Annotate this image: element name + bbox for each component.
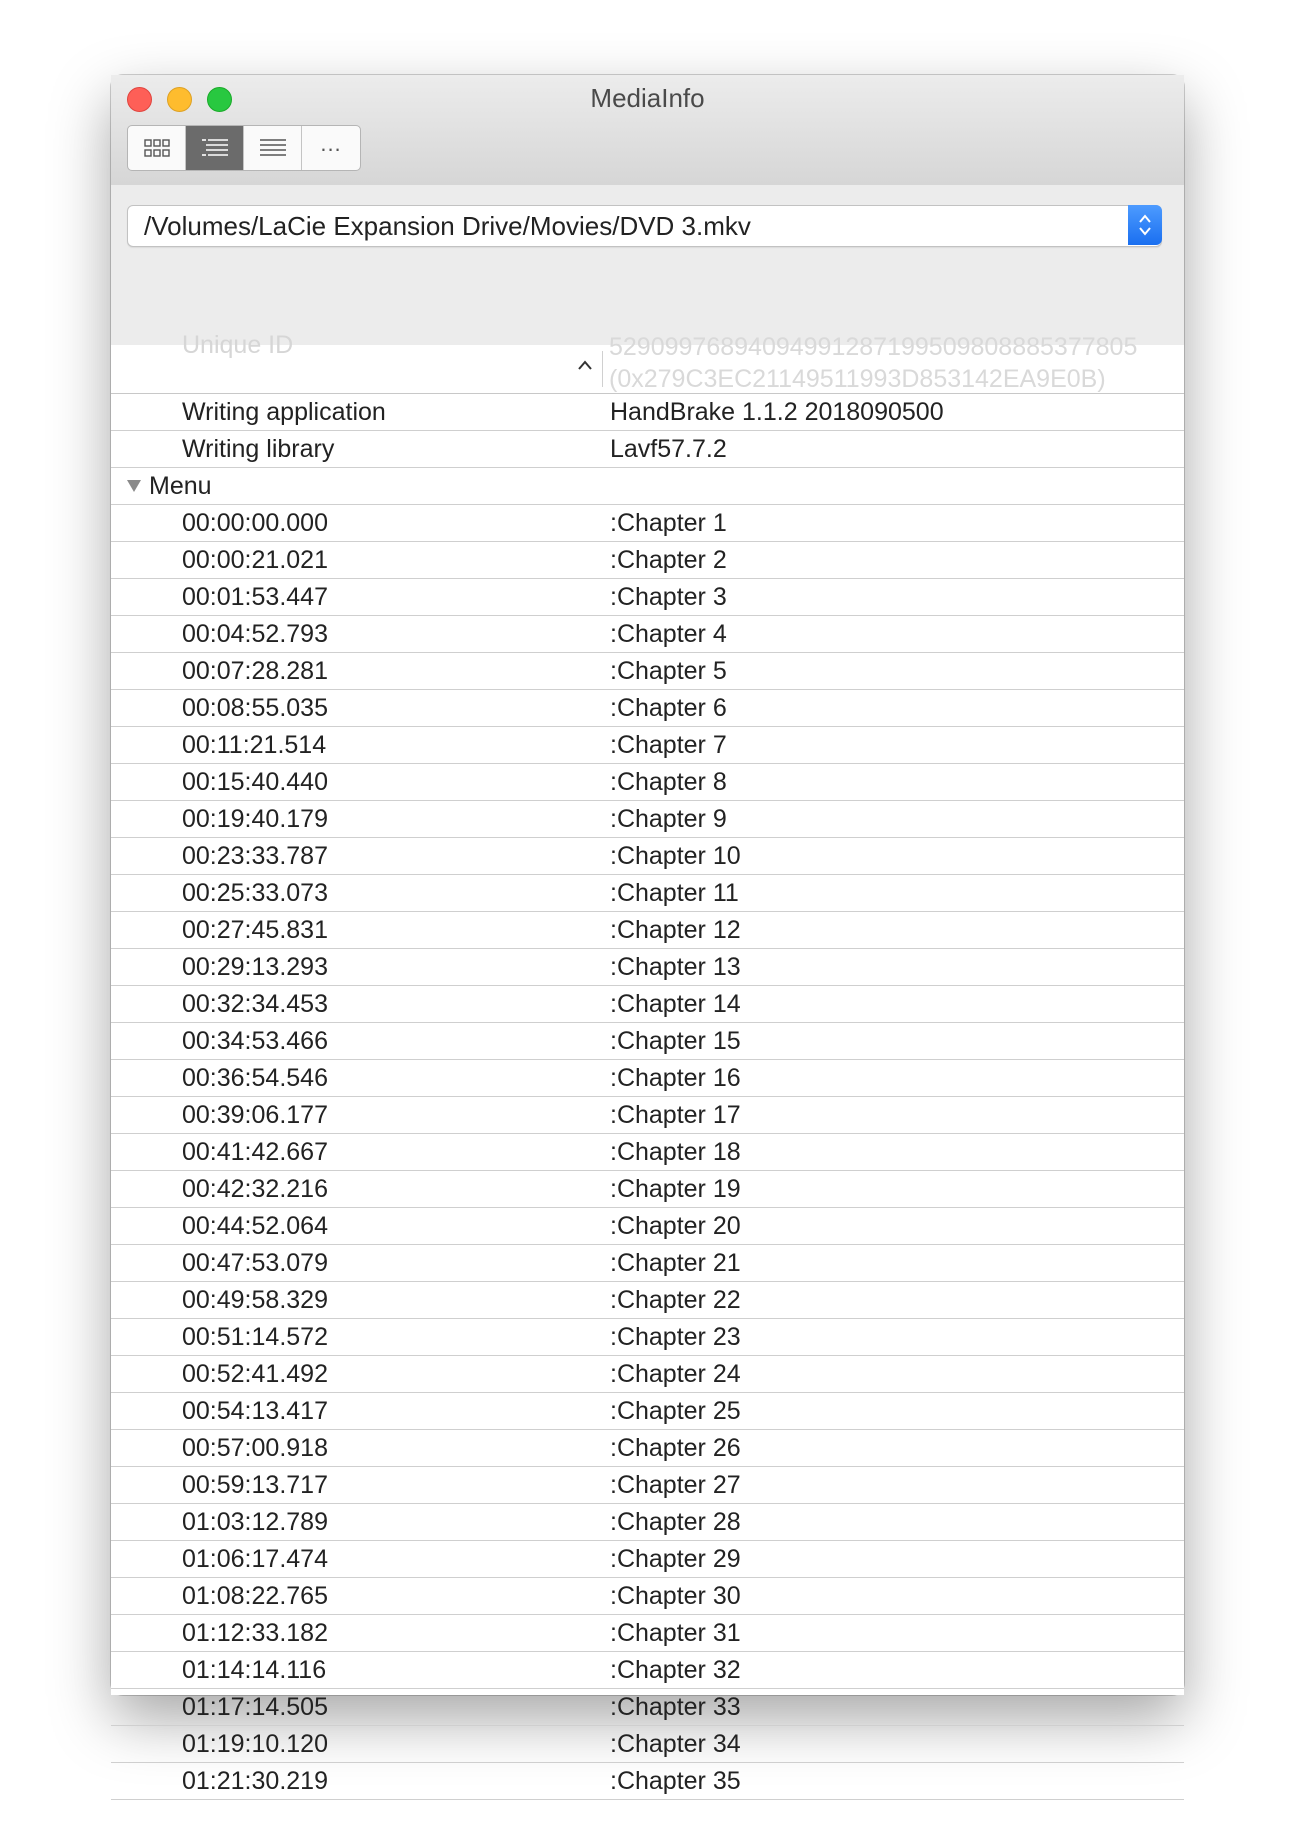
row-key: 00:57:00.918 [182, 1434, 328, 1462]
table-row[interactable] [111, 1245, 1184, 1282]
column-divider[interactable] [602, 351, 603, 387]
table-row[interactable] [111, 1319, 1184, 1356]
menu-section-row[interactable] [111, 468, 1184, 505]
table-row[interactable] [111, 1652, 1184, 1689]
table-row[interactable] [111, 1393, 1184, 1430]
row-value: :Chapter 7 [610, 731, 727, 759]
row-key: 00:00:21.021 [182, 546, 328, 574]
row-key: 00:19:40.179 [182, 805, 328, 833]
row-key: 00:59:13.717 [182, 1471, 328, 1499]
row-key: 01:21:30.219 [182, 1767, 328, 1795]
table-row[interactable] [111, 801, 1184, 838]
row-key: 00:36:54.546 [182, 1064, 328, 1092]
row-value: :Chapter 4 [610, 620, 727, 648]
row-value: :Chapter 24 [610, 1360, 741, 1388]
row-value: :Chapter 29 [610, 1545, 741, 1573]
table-row[interactable] [111, 1208, 1184, 1245]
table-row[interactable] [111, 949, 1184, 986]
row-value: :Chapter 21 [610, 1249, 741, 1277]
title-bar [111, 75, 1184, 186]
row-value: Lavf57.7.2 [610, 435, 727, 463]
table-row[interactable] [111, 1467, 1184, 1504]
info-tree-table[interactable] [111, 331, 1184, 1795]
row-key: 00:15:40.440 [182, 768, 328, 796]
row-key: 00:42:32.216 [182, 1175, 328, 1203]
table-row[interactable] [111, 431, 1184, 468]
row-value: :Chapter 6 [610, 694, 727, 722]
more-views-button[interactable] [302, 126, 360, 170]
row-value [609, 331, 1137, 395]
table-row[interactable] [111, 1541, 1184, 1578]
table-row[interactable] [111, 1615, 1184, 1652]
table-row[interactable] [111, 875, 1184, 912]
row-value: :Chapter 25 [610, 1397, 741, 1425]
file-path-value: /Volumes/LaCie Expansion Drive/Movies/DVD 3.mkv [144, 211, 751, 241]
table-row[interactable] [111, 727, 1184, 764]
tree-view-button[interactable] [186, 126, 244, 170]
table-row[interactable] [111, 1763, 1184, 1800]
table-row[interactable] [111, 1097, 1184, 1134]
row-key: 00:41:42.667 [182, 1138, 328, 1166]
row-value: :Chapter 12 [610, 916, 741, 944]
row-key: 01:17:14.505 [182, 1693, 328, 1721]
row-value: :Chapter 9 [610, 805, 727, 833]
row-value: :Chapter 28 [610, 1508, 741, 1536]
row-value: :Chapter 16 [610, 1064, 741, 1092]
section-label: Menu [149, 472, 212, 500]
row-value: :Chapter 32 [610, 1656, 741, 1684]
row-key: Writing application [182, 398, 386, 426]
row-key: 00:25:33.073 [182, 879, 328, 907]
row-key: 00:39:06.177 [182, 1101, 328, 1129]
row-key: 01:03:12.789 [182, 1508, 328, 1536]
row-value: :Chapter 1 [610, 509, 727, 537]
table-row[interactable] [111, 1504, 1184, 1541]
row-key: 01:06:17.474 [182, 1545, 328, 1573]
table-row[interactable] [111, 394, 1184, 431]
row-value: :Chapter 15 [610, 1027, 741, 1055]
row-value: :Chapter 31 [610, 1619, 741, 1647]
row-key: 00:51:14.572 [182, 1323, 328, 1351]
row-value: :Chapter 23 [610, 1323, 741, 1351]
row-key: 01:14:14.116 [182, 1656, 327, 1684]
table-row[interactable] [111, 542, 1184, 579]
table-row[interactable] [111, 1134, 1184, 1171]
row-key: 00:04:52.793 [182, 620, 328, 648]
row-key: 00:34:53.466 [182, 1027, 328, 1055]
row-value: :Chapter 10 [610, 842, 741, 870]
row-key: 00:00:00.000 [182, 509, 328, 537]
row-key: 01:19:10.120 [182, 1730, 328, 1758]
row-key: 00:54:13.417 [182, 1397, 328, 1425]
more-views-label: ... [320, 131, 342, 156]
row-value: :Chapter 27 [610, 1471, 741, 1499]
row-value: :Chapter 33 [610, 1693, 741, 1721]
table-row[interactable] [111, 1171, 1184, 1208]
table-row[interactable] [111, 505, 1184, 542]
row-value: :Chapter 35 [610, 1767, 741, 1795]
unique-id-decimal: 52909976894094991287199509808885377805 [609, 333, 1138, 361]
table-row[interactable] [111, 1726, 1184, 1763]
table-row[interactable] [111, 1578, 1184, 1615]
row-key: 00:52:41.492 [182, 1360, 328, 1388]
row-value: :Chapter 19 [610, 1175, 741, 1203]
row-value: :Chapter 11 [610, 879, 739, 907]
tree-list-icon [201, 138, 229, 158]
grid-icon [144, 139, 170, 157]
row-key: 01:08:22.765 [182, 1582, 328, 1610]
row-value: :Chapter 5 [610, 657, 727, 685]
row-key: 00:47:53.079 [182, 1249, 328, 1277]
file-path-popup[interactable] [127, 205, 1162, 247]
disclosure-triangle-icon[interactable] [126, 479, 142, 493]
sort-caret-icon[interactable] [577, 359, 593, 371]
row-key: 00:08:55.035 [182, 694, 328, 722]
row-value: :Chapter 3 [610, 583, 727, 611]
row-value: :Chapter 13 [610, 953, 741, 981]
row-value: :Chapter 20 [610, 1212, 741, 1240]
table-row[interactable] [111, 912, 1184, 949]
row-key: 00:07:28.281 [182, 657, 328, 685]
row-value: :Chapter 22 [610, 1286, 741, 1314]
text-lines-icon [259, 138, 287, 158]
row-value: :Chapter 26 [610, 1434, 741, 1462]
table-row[interactable] [111, 1023, 1184, 1060]
row-key: Unique ID [182, 331, 294, 359]
row-value: :Chapter 30 [610, 1582, 741, 1610]
grid-view-button[interactable] [128, 126, 186, 170]
row-key: 00:27:45.831 [182, 916, 328, 944]
row-value: :Chapter 34 [610, 1730, 741, 1758]
row-value: :Chapter 18 [610, 1138, 741, 1166]
table-row[interactable] [111, 986, 1184, 1023]
row-key: 01:12:33.182 [182, 1619, 328, 1647]
text-view-button[interactable] [244, 126, 302, 170]
table-row[interactable] [111, 690, 1184, 727]
table-row[interactable] [111, 1282, 1184, 1319]
table-row[interactable] [111, 838, 1184, 875]
view-mode-segmented-control [127, 125, 361, 171]
row-value: HandBrake 1.1.2 2018090500 [610, 398, 944, 426]
chevron-updown-icon [1138, 212, 1152, 238]
row-value: :Chapter 17 [610, 1101, 741, 1129]
row-key: 00:11:21.514 [182, 731, 327, 759]
row-key: Writing library [182, 435, 335, 463]
row-key: 00:01:53.447 [182, 583, 328, 611]
table-row[interactable] [111, 616, 1184, 653]
row-key: 00:32:34.453 [182, 990, 328, 1018]
row-value: :Chapter 8 [610, 768, 727, 796]
file-path-bar [111, 185, 1184, 347]
table-row[interactable] [111, 1430, 1184, 1467]
mediainfo-window [111, 75, 1184, 1795]
row-value: :Chapter 14 [610, 990, 741, 1018]
row-key: 00:23:33.787 [182, 842, 328, 870]
table-row[interactable] [111, 579, 1184, 616]
table-row[interactable] [111, 1689, 1184, 1726]
table-row[interactable] [111, 1060, 1184, 1097]
row-key: 00:29:13.293 [182, 953, 328, 981]
path-popup-stepper[interactable] [1128, 205, 1162, 245]
row-key: 00:49:58.329 [182, 1286, 328, 1314]
table-row[interactable] [111, 331, 1184, 394]
table-row[interactable] [111, 1356, 1184, 1393]
table-row[interactable] [111, 764, 1184, 801]
unique-id-hex: (0x279C3EC21149511993D853142EA9E0B) [609, 365, 1106, 393]
window-title: MediaInfo [590, 83, 705, 113]
row-value: :Chapter 2 [610, 546, 727, 574]
row-key: 00:44:52.064 [182, 1212, 328, 1240]
table-row[interactable] [111, 653, 1184, 690]
